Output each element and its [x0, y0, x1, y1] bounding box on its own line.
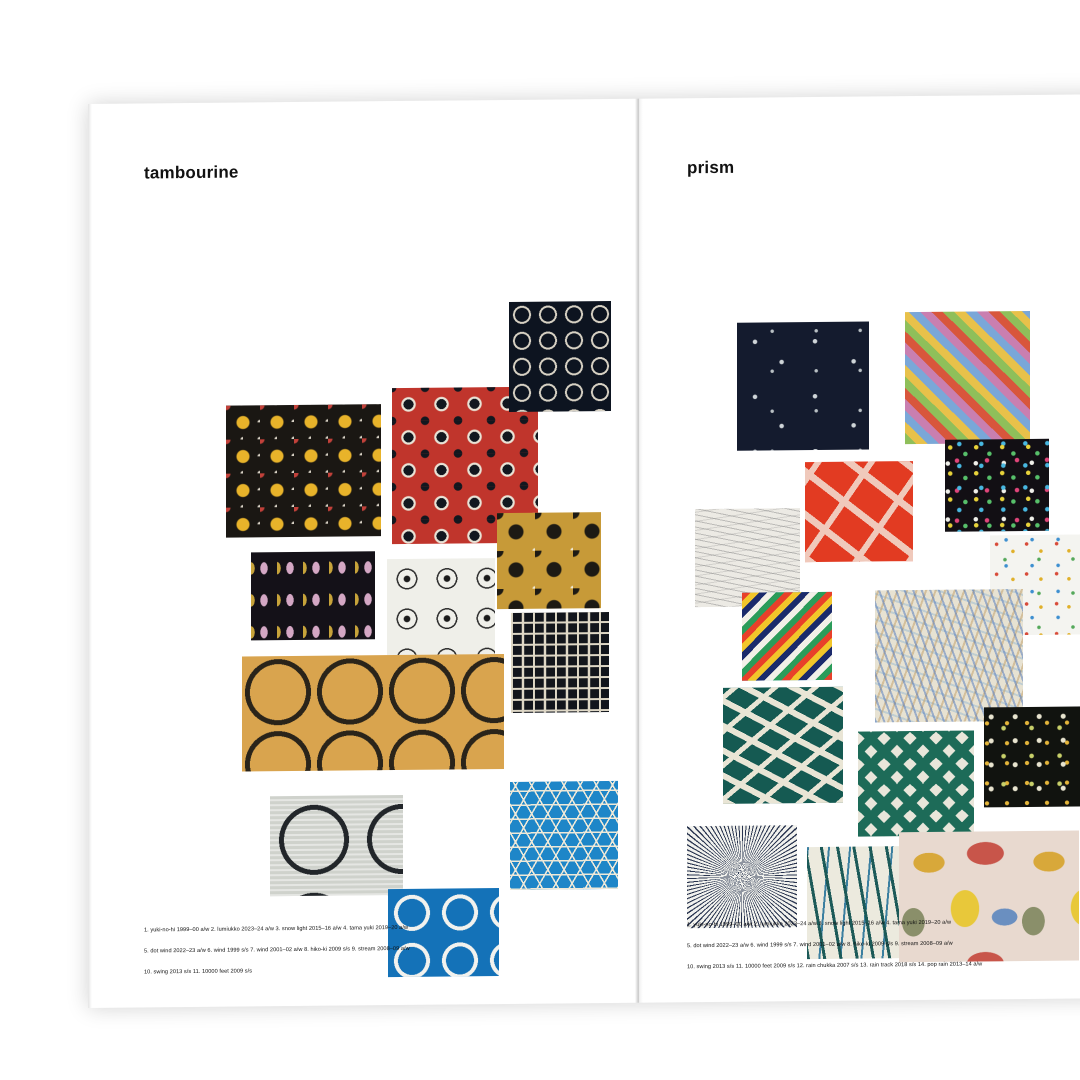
book-spread [88, 94, 1080, 1008]
page-title-right: prism [687, 157, 735, 178]
swatch-tama-yuki [251, 551, 375, 640]
caption-line-3: 10. swing 2013 s/s 11. 10000 feet 2009 s/s 12. rain chukka 2007 s/s 13. rain track 2018 s/s 14. pop rain 2013–14 a/w [687, 961, 983, 970]
swatch-wind-2001 [511, 612, 609, 713]
swatch-confetti-dark [945, 439, 1049, 532]
page-title-left: tambourine [144, 162, 239, 183]
swatch-snow-light [509, 301, 611, 412]
swatch-red-sticks [805, 461, 913, 562]
swatch-zigzag [742, 592, 832, 681]
swatch-pastel-mesh [875, 589, 1023, 722]
swatch-mosaic [905, 311, 1030, 444]
caption-left [144, 911, 604, 988]
caption-line-1: 1. yuki-no-hi 1999–00 a/w 2. lumiukko 2023–24 a/w 3. snow light 2015–16 a/w 4. tama yuki 2019–20 a/w [687, 920, 952, 929]
swatch-navy-coral [737, 322, 869, 451]
book-gutter [635, 99, 643, 1003]
swatch-speckle [984, 706, 1080, 807]
swatch-stream [270, 795, 403, 896]
page-right [643, 94, 1080, 1003]
swatch-grid-right [643, 94, 1080, 99]
swatch-green-shards [723, 687, 843, 804]
swatch-wind-1999 [497, 512, 601, 609]
caption-right [687, 906, 1080, 983]
swatch-10000-feet [510, 781, 618, 890]
swatch-yuki-no-hi [226, 404, 381, 537]
swatch-diamond [858, 730, 974, 836]
caption-line-3: 10. swing 2013 s/s 11. 10000 feet 2009 s/s [144, 968, 253, 976]
caption-line-1: 1. yuki-no-hi 1999–00 a/w 2. lumiukko 2023–24 a/w 3. snow light 2015–16 a/w 4. tama yuki 2019–20 a/w [144, 925, 409, 934]
page-left [88, 99, 639, 1008]
swatch-hiko-ki [242, 654, 504, 772]
swatch-dot-wind [387, 558, 495, 655]
swatch-grid-left [88, 99, 639, 104]
caption-line-2: 5. dot wind 2022–23 a/w 6. wind 1999 s/s 7. wind 2001–02 a/w 8. hiko-ki 2009 s/s 9. stream 2008–09 a/w [687, 940, 953, 950]
caption-line-2: 5. dot wind 2022–23 a/w 6. wind 1999 s/s 7. wind 2001–02 a/w 8. hiko-ki 2009 s/s 9. stream 2008–09 a/w [144, 945, 410, 955]
